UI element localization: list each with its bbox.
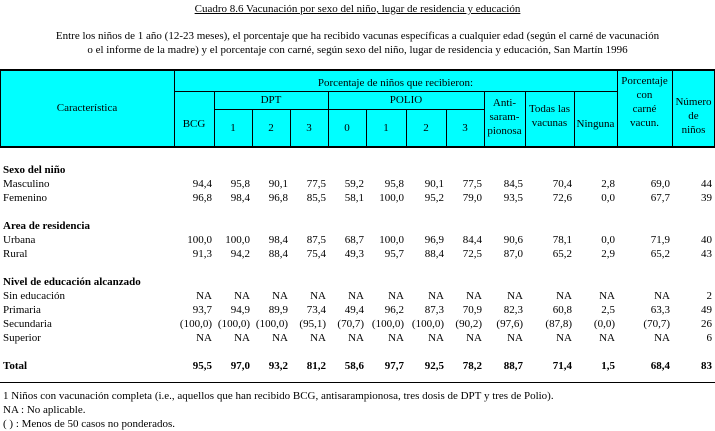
table-row-cell: 93,5 — [503, 192, 523, 204]
total-row-cell: 83 — [701, 360, 712, 372]
table-row-cell: 75,4 — [306, 248, 326, 260]
table-title: Cuadro 8.6 Vacunación por sexo del niño, lugar de residencia y educación — [194, 3, 521, 15]
table-row-cell: 95,2 — [424, 192, 444, 204]
table-row-cell: NA — [234, 332, 250, 344]
table-row-cell: NA — [507, 290, 523, 302]
table-row-cell: 90,1 — [268, 178, 288, 190]
table-row-cell: 84,4 — [462, 234, 482, 246]
table-row-cell: 58,1 — [344, 192, 364, 204]
table-row-cell: NA — [428, 332, 444, 344]
header-dpt-3: 3 — [306, 122, 312, 134]
table-row-cell: NA — [428, 290, 444, 302]
table-row-cell: 70,4 — [552, 178, 572, 190]
table-row-cell: NA — [599, 290, 615, 302]
table-row-cell: NA — [654, 290, 670, 302]
table-row-cell: 2,9 — [601, 248, 615, 260]
header-todas-vacunas: Todas las vacunas — [528, 103, 571, 129]
table-row-cell: NA — [388, 332, 404, 344]
table-row-cell: (100,0) — [179, 318, 212, 330]
total-row-cell: 97,7 — [384, 360, 404, 372]
table-row-cell: NA — [466, 332, 482, 344]
table-row-cell: 93,7 — [192, 304, 212, 316]
table-row-cell: 87,3 — [424, 304, 444, 316]
total-row-cell: 78,2 — [462, 360, 482, 372]
footnote-1: 1 Niños con vacunación completa (i.e., aquellos que han recibido BCG, antisarampionosa, tres dosis de DPT y tres de Polio). — [3, 390, 554, 402]
table-row-cell: 98,4 — [230, 192, 250, 204]
total-row-cell: 88,7 — [503, 360, 523, 372]
section-heading: Nivel de educación alcanzado — [3, 276, 141, 288]
table-row-cell: 71,9 — [650, 234, 670, 246]
total-row-cell: 71,4 — [552, 360, 572, 372]
total-row-cell: 93,2 — [268, 360, 288, 372]
header-polio-0: 0 — [344, 122, 350, 134]
header-dpt: DPT — [260, 94, 282, 106]
table-row-cell: 96,9 — [424, 234, 444, 246]
table-row-cell: 72,6 — [552, 192, 572, 204]
table-row-cell: 96,8 — [192, 192, 212, 204]
header-dpt-1: 1 — [230, 122, 236, 134]
table-row-cell: (90,2) — [455, 318, 482, 330]
header-card-percentage: Porcentaje con carné vacun. — [621, 75, 668, 129]
table-row-cell: 0,0 — [601, 234, 615, 246]
total-row-cell: 95,5 — [192, 360, 212, 372]
table-row-cell: 2,5 — [601, 304, 615, 316]
total-row-cell: 58,6 — [344, 360, 364, 372]
table-row-label: Superior — [3, 332, 41, 344]
table-row-cell: 63,3 — [650, 304, 670, 316]
header-polio-1: 1 — [383, 122, 389, 134]
table-row-cell: NA — [310, 332, 326, 344]
table-row-cell: NA — [466, 290, 482, 302]
table-row-label: Femenino — [3, 192, 47, 204]
table-row-cell: 67,7 — [650, 192, 670, 204]
table-row-cell: NA — [388, 290, 404, 302]
footnote-divider — [0, 382, 715, 383]
table-row-cell: 90,6 — [503, 234, 523, 246]
table-row-cell: 72,5 — [462, 248, 482, 260]
table-row-cell: NA — [654, 332, 670, 344]
table-row-cell: 73,4 — [306, 304, 326, 316]
table-row-label: Rural — [3, 248, 28, 260]
table-row-cell: NA — [599, 332, 615, 344]
subtitle-line-1: Entre los niños de 1 año (12-23 meses), el porcentaje que ha recibido vacunas específicas a cualquier edad (según el carné de vacunación — [55, 30, 660, 42]
table-row-cell: NA — [348, 332, 364, 344]
header-ninguna: Ninguna — [576, 118, 615, 130]
table-row-cell: 89,9 — [268, 304, 288, 316]
table-row-cell: 40 — [701, 234, 712, 246]
table-row-cell: 44 — [701, 178, 712, 190]
table-row-cell: 84,5 — [503, 178, 523, 190]
table-row-cell: 70,9 — [462, 304, 482, 316]
table-row-cell: (100,0) — [255, 318, 288, 330]
table-row-cell: 87,5 — [306, 234, 326, 246]
section-heading: Sexo del niño — [3, 164, 66, 176]
table-row-cell: 91,3 — [192, 248, 212, 260]
table-row-cell: 65,2 — [552, 248, 572, 260]
table-row-cell: 95,8 — [384, 178, 404, 190]
table-row-cell: (0,0) — [593, 318, 615, 330]
table-row-label: Secundaria — [3, 318, 52, 330]
table-row-cell: 49,3 — [344, 248, 364, 260]
table-row-cell: (100,0) — [411, 318, 444, 330]
table-row-cell: NA — [272, 332, 288, 344]
table-row-cell: 100,0 — [225, 234, 250, 246]
table-row-label: Sin educación — [3, 290, 66, 302]
table-row-cell: NA — [556, 290, 572, 302]
table-row-cell: (97,6) — [496, 318, 523, 330]
table-row-cell: 49,4 — [344, 304, 364, 316]
table-row-cell: 100,0 — [187, 234, 212, 246]
table-header — [0, 69, 715, 148]
header-number-children: Número de niños — [675, 96, 712, 136]
table-row-cell: 79,0 — [462, 192, 482, 204]
section-heading: Area de residencia — [3, 220, 90, 232]
table-row-label: Masculino — [3, 178, 50, 190]
table-row-cell: 78,1 — [552, 234, 572, 246]
header-polio-3: 3 — [462, 122, 468, 134]
header-received: Porcentaje de niños que recibieron: — [317, 77, 474, 89]
table-row-cell: 2,8 — [601, 178, 615, 190]
table-row-label: Urbana — [3, 234, 36, 246]
table-row-cell: 88,4 — [424, 248, 444, 260]
table-row-cell: 94,4 — [192, 178, 212, 190]
table-row-cell: 88,4 — [268, 248, 288, 260]
table-row-cell: NA — [196, 290, 212, 302]
table-row-cell: (100,0) — [217, 318, 250, 330]
header-polio: POLIO — [389, 94, 423, 106]
footnote-na: NA : No aplicable. — [3, 404, 86, 416]
table-row-cell: 49 — [701, 304, 712, 316]
table-row-cell: 26 — [701, 318, 712, 330]
table-row-cell: 60,8 — [552, 304, 572, 316]
table-row-cell: 69,0 — [650, 178, 670, 190]
total-row-label: Total — [3, 360, 28, 372]
table-row-cell: 43 — [701, 248, 712, 260]
table-row-cell: 85,5 — [306, 192, 326, 204]
table-row-label: Primaria — [3, 304, 41, 316]
table-row-cell: 2 — [706, 290, 712, 302]
total-row-cell: 92,5 — [424, 360, 444, 372]
table-row-cell: 96,2 — [384, 304, 404, 316]
table-row-cell: 95,8 — [230, 178, 250, 190]
table-row-cell: 94,2 — [230, 248, 250, 260]
table-row-cell: 0,0 — [601, 192, 615, 204]
header-bcg: BCG — [182, 118, 206, 130]
table-row-cell: NA — [234, 290, 250, 302]
total-row-cell: 97,0 — [230, 360, 250, 372]
table-row-cell: 100,0 — [379, 234, 404, 246]
table-row-cell: NA — [507, 332, 523, 344]
table-row-cell: 98,4 — [268, 234, 288, 246]
footnote-parentheses: ( ) : Menos de 50 casos no ponderados. — [3, 418, 175, 430]
table-row-cell: NA — [556, 332, 572, 344]
table-row-cell: 39 — [701, 192, 712, 204]
table-row-cell: 90,1 — [424, 178, 444, 190]
header-polio-2: 2 — [423, 122, 429, 134]
table-row-cell: 96,8 — [268, 192, 288, 204]
header-antisarampionosa: Anti- saram- pionosa — [487, 97, 522, 137]
table-row-cell: 77,5 — [306, 178, 326, 190]
table-row-cell: NA — [272, 290, 288, 302]
table-row-cell: 100,0 — [379, 192, 404, 204]
subtitle-line-2: o el informe de la madre) y el porcentaje con carné, según sexo del niño, lugar de residencia y educación, San Martín 1996 — [87, 44, 628, 56]
table-row-cell: 94,9 — [230, 304, 250, 316]
table-row-cell: 95,7 — [384, 248, 404, 260]
table-row-cell: 68,7 — [344, 234, 364, 246]
header-characteristic: Característica — [56, 102, 118, 114]
header-dpt-2: 2 — [268, 122, 274, 134]
total-row-cell: 68,4 — [650, 360, 670, 372]
table-row-cell: (95,1) — [299, 318, 326, 330]
table-row-cell: (70,7) — [643, 318, 670, 330]
total-row-cell: 81,2 — [306, 360, 326, 372]
table-row-cell: (70,7) — [337, 318, 364, 330]
total-row-cell: 1,5 — [601, 360, 615, 372]
table-row-cell: NA — [310, 290, 326, 302]
table-row-cell: 65,2 — [650, 248, 670, 260]
table-row-cell: (87,8) — [545, 318, 572, 330]
table-row-cell: 87,0 — [503, 248, 523, 260]
table-row-cell: 59,2 — [344, 178, 364, 190]
table-row-cell: 77,5 — [462, 178, 482, 190]
table-row-cell: 6 — [706, 332, 712, 344]
table-row-cell: 82,3 — [503, 304, 523, 316]
table-row-cell: (100,0) — [371, 318, 404, 330]
table-row-cell: NA — [348, 290, 364, 302]
table-row-cell: NA — [196, 332, 212, 344]
